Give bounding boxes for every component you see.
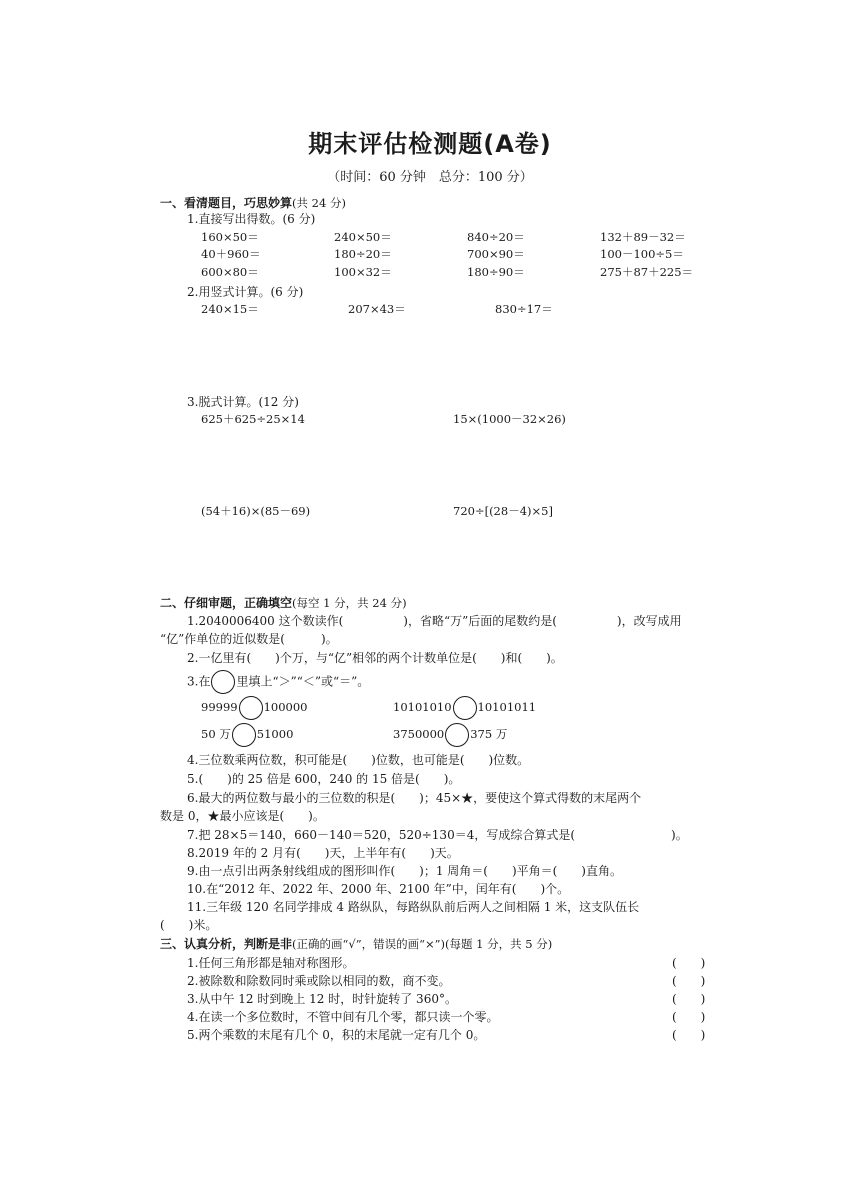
compare-left: 3750000 xyxy=(393,727,445,741)
s2-q11-line1: 11.三年级 120 名同学排成 4 路纵队，每路纵队前后两人之间相隔 1 米，这支队伍长 xyxy=(187,900,640,914)
section3-title: 三、认真分析，判断是非 xyxy=(160,937,293,951)
s1-q1-item: 275＋87＋225＝ xyxy=(600,265,694,279)
s2-q7: 7.把 28×5＝140，660－140＝520，520÷130＝4，写成综合算式是( )。 xyxy=(187,828,688,842)
answer-paren[interactable]: ( ) xyxy=(672,1028,706,1042)
compare-blank-circle[interactable] xyxy=(453,696,477,720)
s1-q3-label: 3.脱式计算。(12 分) xyxy=(187,395,299,409)
section3-note: (正确的画“√”，错误的画“×”)(每题 1 分，共 5 分) xyxy=(292,937,553,951)
page-title: 期末评估检测题(A卷) xyxy=(308,130,552,158)
compare-left: 99999 xyxy=(201,700,238,714)
compare-blank-circle[interactable] xyxy=(445,723,469,747)
s1-q3-item: 15×(1000－32×26) xyxy=(453,412,566,426)
compare-circle-icon xyxy=(211,670,235,694)
compare-right: 100000 xyxy=(263,700,308,714)
section2-heading xyxy=(160,594,407,611)
s1-q3-item: (54＋16)×(85－69) xyxy=(201,504,311,518)
s1-q1-item: 240×50＝ xyxy=(334,230,392,244)
s1-q3-item: 720÷[(28－4)×5] xyxy=(453,504,553,518)
s2-q1-line1: 1.2040006400 这个数读作( )，省略“万”后面的尾数约是( )，改写成用 xyxy=(187,614,682,628)
compare-right: 51000 xyxy=(256,727,294,741)
s1-q1-item: 100－100÷5＝ xyxy=(600,247,684,261)
s1-q1-item: 700×90＝ xyxy=(467,247,525,261)
exam-info: （时间：60 分钟 总分：100 分） xyxy=(327,170,533,185)
s3-item: 3.从中午 12 时到晚上 12 时，时针旋转了 360°。 xyxy=(187,992,457,1006)
s2-q3 xyxy=(187,670,369,694)
s1-q1-item: 180÷90＝ xyxy=(467,265,525,279)
s2-q5: 5.( )的 25 倍是 600，240 的 15 倍是( )。 xyxy=(187,772,461,786)
s1-q1-item: 132＋89－32＝ xyxy=(600,230,686,244)
s1-q1-label: 1.直接写出得数。(6 分) xyxy=(187,212,316,226)
s2-q10: 10.在“2012 年、2022 年、2000 年、2100 年”中，闰年有( )个。 xyxy=(187,882,570,896)
section2-note: (每空 1 分，共 24 分) xyxy=(292,596,407,610)
s2-q6-line1: 6.最大的两位数与最小的三位数的积是( )；45×★，要使这个算式得数的末尾两个 xyxy=(187,791,642,805)
s1-q2-item: 207×43＝ xyxy=(348,302,406,316)
answer-paren[interactable]: ( ) xyxy=(672,992,706,1006)
compare-left: 10101010 xyxy=(393,700,452,714)
section1-note: (共 24 分) xyxy=(292,196,346,210)
s1-q2-label: 2.用竖式计算。(6 分) xyxy=(187,285,304,299)
s2-q9: 9.由一点引出两条射线组成的图形叫作( )；1 周角＝( )平角＝( )直角。 xyxy=(187,864,622,878)
s2-q11-line2: ( )米。 xyxy=(160,918,218,932)
s3-item: 4.在读一个多位数时，不管中间有几个零，都只读一个零。 xyxy=(187,1010,499,1024)
s2-q6-line2: 数是 0，★最小应该是( )。 xyxy=(160,809,325,823)
compare-right: 375 万 xyxy=(470,727,508,741)
compare-right: 10101011 xyxy=(477,700,537,714)
s2-q8: 8.2019 年的 2 月有( )天，上半年有( )天。 xyxy=(187,846,459,860)
compare-blank-circle[interactable] xyxy=(239,696,263,720)
compare-blank-circle[interactable] xyxy=(232,723,256,747)
s1-q2-item: 830÷17＝ xyxy=(495,302,553,316)
s3-item: 5.两个乘数的末尾有几个 0，积的末尾就一定有几个 0。 xyxy=(187,1028,486,1042)
section3-heading xyxy=(160,935,552,952)
compare-left: 50 万 xyxy=(201,727,231,741)
s2-q1-line2: “亿”作单位的近似数是( )。 xyxy=(160,632,338,646)
s3-item: 2.被除数和除数同时乘或除以相同的数，商不变。 xyxy=(187,974,451,988)
section2-title: 二、仔细审题，正确填空 xyxy=(160,596,293,610)
section1-heading xyxy=(160,194,346,211)
s2-q3-post: 里填上“＞”“＜”或“＝”。 xyxy=(236,674,370,689)
compare-row xyxy=(393,696,536,720)
s1-q3-item: 625＋625÷25×14 xyxy=(201,412,305,426)
s1-q1-item: 40＋960＝ xyxy=(201,247,261,261)
answer-paren[interactable]: ( ) xyxy=(672,956,706,970)
answer-paren[interactable]: ( ) xyxy=(672,974,706,988)
compare-row xyxy=(201,723,293,747)
compare-row xyxy=(201,696,308,720)
s1-q1-item: 840÷20＝ xyxy=(467,230,525,244)
s3-item: 1.任何三角形都是轴对称图形。 xyxy=(187,956,355,970)
s2-q4: 4.三位数乘两位数，积可能是( )位数，也可能是( )位数。 xyxy=(187,753,530,767)
s1-q1-item: 100×32＝ xyxy=(334,265,392,279)
s1-q2-item: 240×15＝ xyxy=(201,302,259,316)
s2-q2: 2.一亿里有( )个万，与“亿”相邻的两个计数单位是( )和( )。 xyxy=(187,651,563,665)
answer-paren[interactable]: ( ) xyxy=(672,1010,706,1024)
compare-row xyxy=(393,723,507,747)
s2-q3-pre: 3.在 xyxy=(187,674,211,689)
s1-q1-item: 600×80＝ xyxy=(201,265,259,279)
section1-title: 一、看清题目，巧思妙算 xyxy=(160,196,293,210)
s1-q1-item: 180÷20＝ xyxy=(334,247,392,261)
s1-q1-item: 160×50＝ xyxy=(201,230,259,244)
